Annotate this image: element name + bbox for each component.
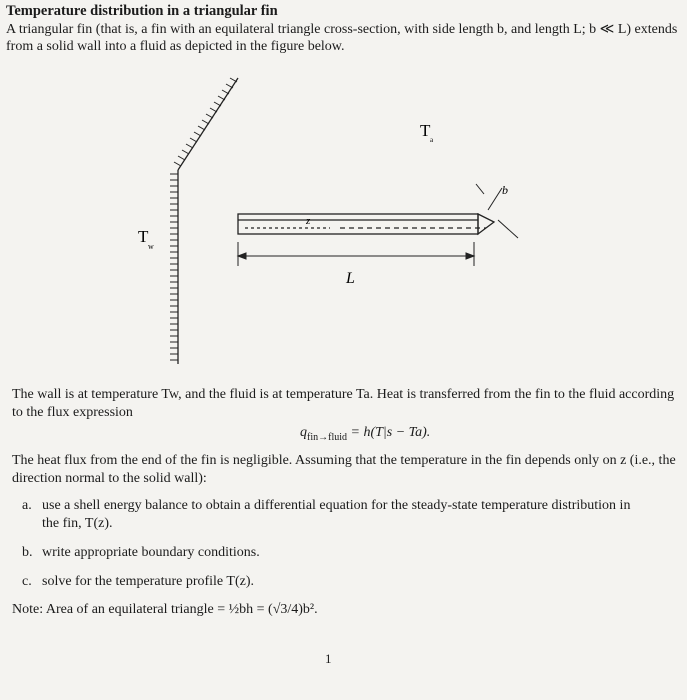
triangular-fin <box>238 214 494 234</box>
fin-diagram <box>110 70 550 370</box>
problem-title: Temperature distribution in a triangular fin <box>6 3 278 19</box>
page-number: 1 <box>325 651 332 666</box>
length-L-label: L <box>346 270 355 287</box>
intro-paragraph: A triangular fin (that is, a fin with an equilateral triangle cross-section, with side length b, and length L; b ≪ L) extends from a solid wall into a fluid as depicted in the figure below. <box>6 22 678 54</box>
list-item-label: b. <box>22 545 33 560</box>
area-note: Note: Area of an equilateral triangle = ½bh = (√3/4)b². <box>12 602 318 617</box>
side-length-indicator <box>476 184 518 238</box>
list-item <box>22 573 682 591</box>
wall-temp-label: T <box>138 227 149 246</box>
equation-lhs: q <box>300 425 307 440</box>
assumption-paragraph: The heat flux from the end of the fin is negligible. Assuming that the temperature in the fin depends only on z (i.e., the direction normal to the solid wall): <box>12 453 676 486</box>
list-item-text: solve for the temperature profile T(z). <box>42 574 254 589</box>
list-item-text: use a shell energy balance to obtain a differential equation for the steady-state temperature distribution in <box>42 498 631 513</box>
list-item-label: a. <box>22 498 32 513</box>
equation-rhs: = h(T|s − Ta). <box>347 425 431 440</box>
list-item-text: write appropriate boundary conditions. <box>42 545 260 560</box>
list-item <box>22 544 682 562</box>
equation-lhs-sub: fin→fluid <box>307 431 347 443</box>
fluid-temp-label: T <box>420 121 431 140</box>
solid-wall <box>170 78 238 364</box>
side-b-label: b <box>502 183 508 197</box>
z-axis-label: z <box>306 215 311 227</box>
fluid-temp-sub: a <box>430 136 434 144</box>
flux-equation <box>300 425 430 443</box>
list-item-label: c. <box>22 574 32 589</box>
list-item-continuation: the fin, T(z). <box>42 516 113 531</box>
wall-temp-sub: w <box>148 242 154 251</box>
wall-fluid-paragraph: The wall is at temperature Tw, and the fluid is at temperature Ta. Heat is transferred from the fin to the fluid according to the flux expression <box>12 387 675 420</box>
list-item <box>22 497 682 533</box>
length-dimension <box>238 242 474 266</box>
